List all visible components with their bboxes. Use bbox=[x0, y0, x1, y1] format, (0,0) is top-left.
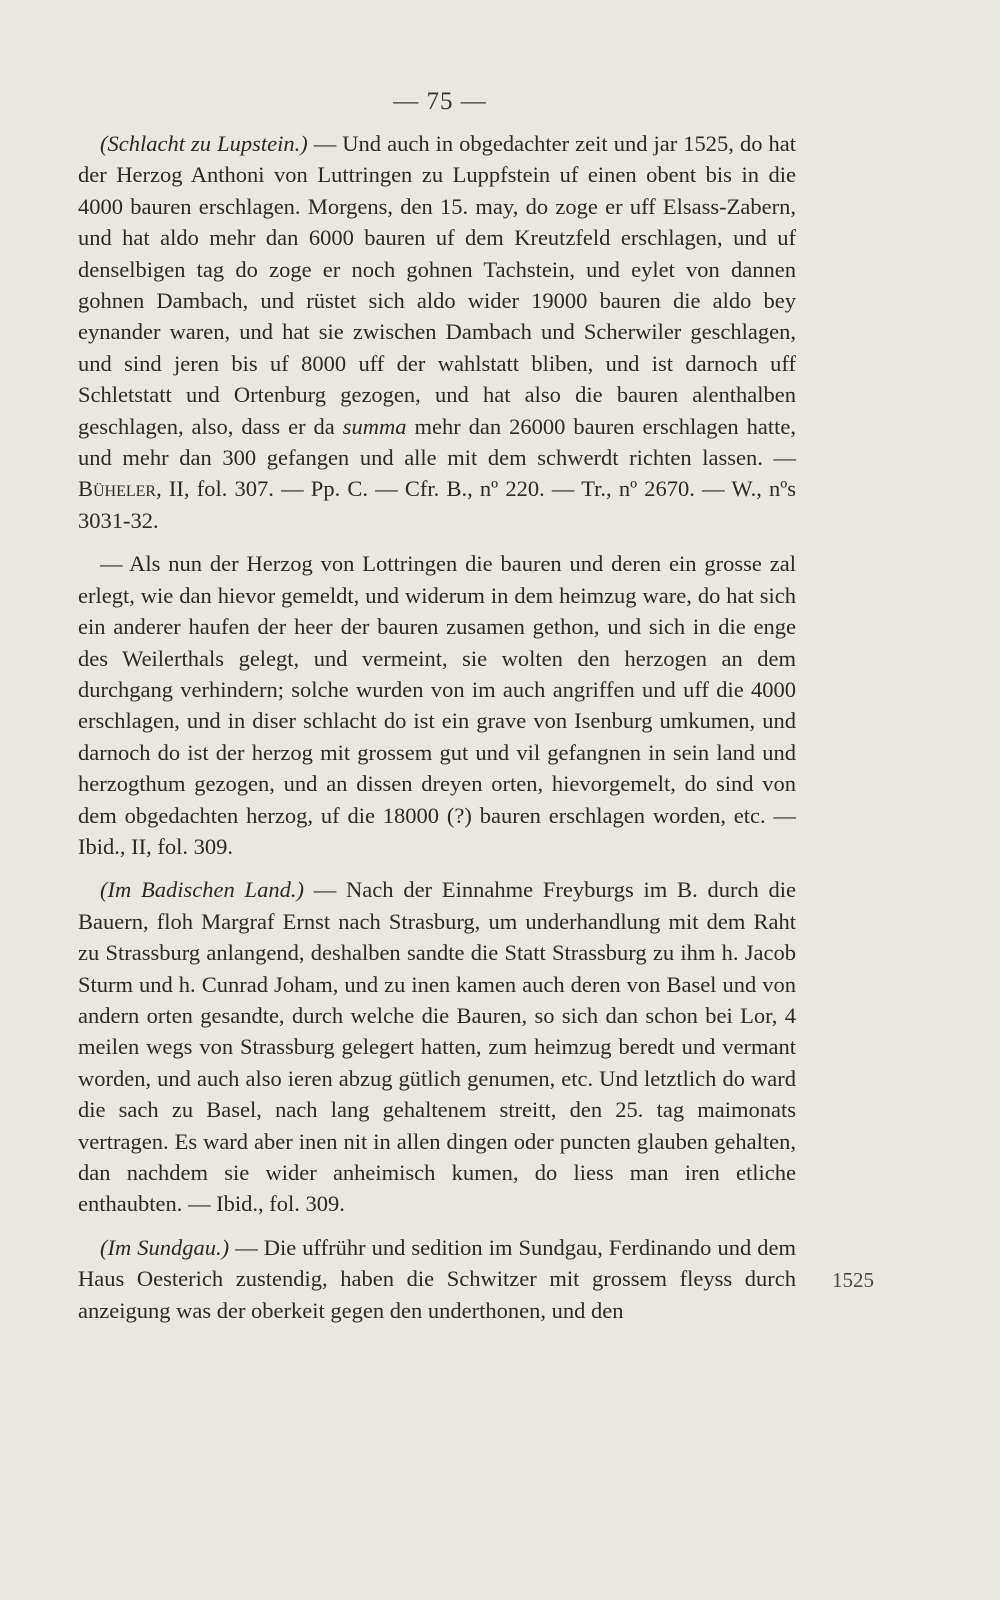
paragraph-text: — Die uffrühr und sedition im Sundgau, Ferdinando und dem Haus Oesterich zustendig, haben die Schwitzer mit grossem fleyss durch anzeigung was der oberkeit gegen den underthonen, und den bbox=[78, 1234, 796, 1323]
paragraph-lottringen bbox=[78, 548, 796, 862]
section-title-baden: (Im Badischen Land.) bbox=[100, 877, 304, 903]
page-number: — 75 — bbox=[393, 88, 487, 115]
section-title-sundgau: (Im Sundgau.) bbox=[100, 1234, 230, 1260]
summa-word: summa bbox=[342, 413, 407, 439]
section-title-lupstein: (Schlacht zu Lupstein.) bbox=[100, 131, 308, 156]
paragraph-text-continued: mehr dan 26000 bauren erschlagen hatte, und mehr dan 300 gefangen und alle mit dem schwerdt richten lassen. — bbox=[78, 413, 796, 471]
paragraph-sundgau bbox=[78, 1232, 796, 1326]
main-text bbox=[78, 128, 796, 1326]
margin-year-note: 1525 bbox=[832, 1268, 874, 1292]
source-reference: , II, fol. 307. — Pp. C. — Cfr. B., nº 220. — Tr., nº 2670. — W., nºs 3031-32. bbox=[78, 476, 796, 533]
paragraph-lupstein bbox=[78, 128, 796, 536]
paragraph-text: — Nach der Einnahme Freyburgs im B. durch die Bauern, floh Margraf Ernst nach Strasburg, um underhandlung mit dem Raht zu Strassburg anlangend, deshalben sandte die Statt Strassburg zu ihm h. Jacob Sturm und h. Cunrad Joham, und zu inen kamen auch deren von Basel und von andern orten gesandte, durch welche die Bauren, so sich dan schon bei Lor, 4 meilen wegs von Strassburg gelegert hatten, zum heimzug beredt und vermant worden, und auch also ieren abzug gütlich genumen, etc. Und letztlich do ward die sach zu Basel, nach lang gehaltenem streitt, den 25. tag maimonats vertragen. Es ward aber inen nit in allen dingen oder puncten glauben gehalten, dan nachdem sie wider anheimisch kumen, do liess man iren etliche enthaubten. — Ibid., fol. 309. bbox=[78, 877, 797, 1217]
paragraph-badischen-land bbox=[78, 874, 796, 1219]
paragraph-text: — Als nun der Herzog von Lottringen die bauren und deren ein grosse zal erlegt, wie dan hievor gemeldt, und widerum in dem heimzug ware, do hat sich ein anderer haufen der heer der bauren zusamen gethon, und sich in die enge des Weilerthals gelegt, und vermeint, sie wolten den herzogen an dem durchgang verhindern; solche wurden von im auch angriffen und uff die 4000 erschlagen, und in diser schlacht do ist ein grave von Isenburg umkumen, und darnoch do ist der herzog mit grossem gut und vil gefangnen in sein land und herzogthum gezogen, und an dissen dreyen orten, hievorgemelt, do sind von dem obgedachten herzog, uf die 18000 (?) bauren erschlagen worden, etc. — Ibid., II, fol. 309. bbox=[78, 551, 796, 859]
source-author: Büheler bbox=[78, 476, 157, 502]
paragraph-text: — Und auch in obgedachter zeit und jar 1525, do hat der Herzog Anthoni von Luttringen zu Luppfstein uf einen obent bis in die 4000 bauren erschlagen. Morgens, den 15. may, do zoge er uff Elsass-Zabern, und hat aldo mehr dan 6000 bauren uf dem Kreutzfeld erschlagen, und uf denselbigen tag do zoge er noch gohnen Tachstein, und eylet von dannen gohnen Dambach, und rüstet sich aldo wider 19000 bauren die aldo bey eynander waren, und hat sie zwischen Dambach und Scherwiler geschlagen, und sind jeren bis uf 8000 uff der wahlstatt bliben, und ist darnoch uff Schletstatt und Ortenburg gezogen, und hat also die bauren alenthalben geschlagen, also, dass er da bbox=[78, 131, 796, 439]
